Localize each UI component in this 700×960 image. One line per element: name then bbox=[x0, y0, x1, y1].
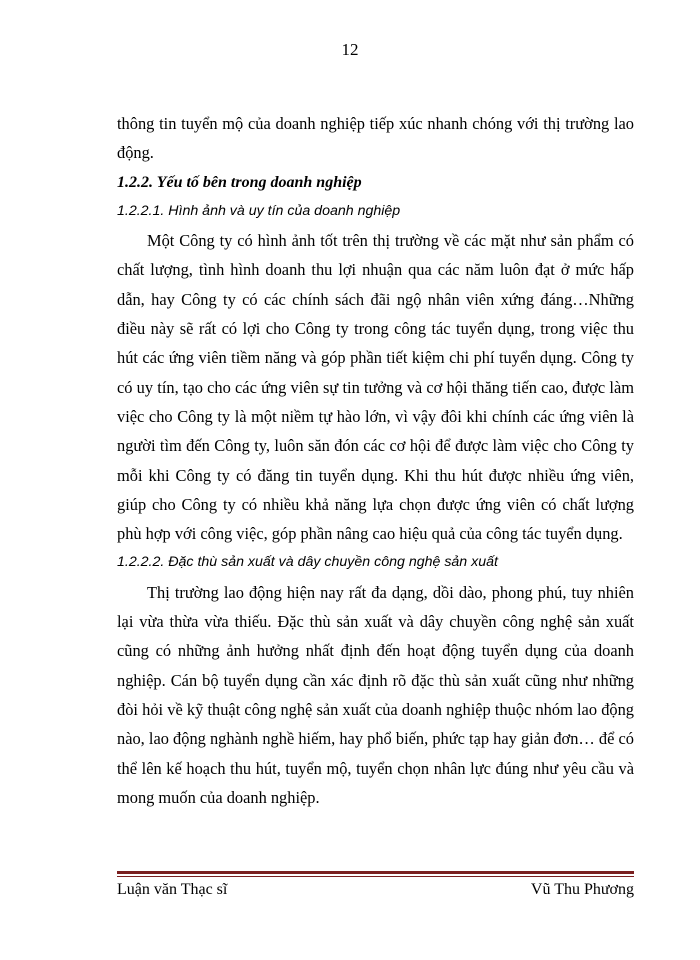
footer-divider-thick bbox=[117, 871, 634, 874]
page-number: 12 bbox=[341, 40, 359, 59]
subsection-2-paragraph: Thị trường lao động hiện nay rất đa dạng, dồi dào, phong phú, tuy nhiên lại vừa thừa vừa thiếu. Đặc thù sản xuất và dây chuyền công nghệ sản xuất cũng có những ảnh hưởng nhất định đến hoạt động tuyển dụng của doanh nghiệp. Cán bộ tuyển dụng cần xác định rõ đặc thù sản xuất cũng như những đòi hỏi về kỹ thuật công nghệ sản xuất của doanh nghiệp thuộc nhóm lao động nào, lao động nghành nghề hiếm, hay phổ biến, phức tạp hay giản đơn… để có thể lên kế hoạch thu hút, tuyển mộ, tuyển chọn nhân lực đúng như yêu cầu và mong muốn của doanh nghiệp. bbox=[117, 582, 634, 807]
subsection-1-paragraph: Một Công ty có hình ảnh tốt trên thị trường về các mặt như sản phẩm có chất lượng, tình hình doanh thu lợi nhuận qua các năm luôn đạt ở mức hấp dẫn, hay Công ty có các chính sách đãi ngộ nhân viên xứng đáng…Những điều này sẽ rất có lợi cho Công ty trong công tác tuyển dụng, trong việc thu hút các ứng viên tiềm năng và góp phần tiết kiệm chi phí tuyển dụng. Công ty có uy tín, tạo cho các ứng viên sự tin tưởng và cơ hội thăng tiến cao, được làm việc cho Công ty là một niềm tự hào lớn, vì vậy đôi khi chính các ứng viên là người tìm đến Công ty, luôn săn đón các cơ hội để được làm việc cho Công ty mỗi khi Công ty có đăng tin tuyển dụng. Khi thu hút được nhiều ứng viên, giúp cho Công ty có nhiều khả năng lựa chọn được ứng viên có chất lượng phù hợp với công việc, góp phần nâng cao hiệu quả của công tác tuyển dụng. bbox=[117, 231, 634, 544]
footer-right-text: Vũ Thu Phương bbox=[530, 881, 634, 898]
intro-paragraph: thông tin tuyển mộ của doanh nghiệp tiếp xúc nhanh chóng với thị trường lao động. bbox=[117, 114, 634, 163]
subsection-2-heading: 1.2.2.2. Đặc thù sản xuất và dây chuyền công nghệ sản xuất bbox=[117, 554, 498, 571]
section-heading: 1.2.2. Yếu tố bên trong doanh nghiệp bbox=[117, 173, 362, 191]
page-footer bbox=[117, 881, 634, 899]
document-body bbox=[117, 109, 634, 812]
footer-divider bbox=[117, 871, 634, 880]
footer-left-text: Luận văn Thạc sĩ bbox=[117, 881, 228, 898]
subsection-1-heading: 1.2.2.1. Hình ảnh và uy tín của doanh nghiệp bbox=[117, 202, 401, 219]
footer-divider-thin bbox=[117, 876, 634, 877]
